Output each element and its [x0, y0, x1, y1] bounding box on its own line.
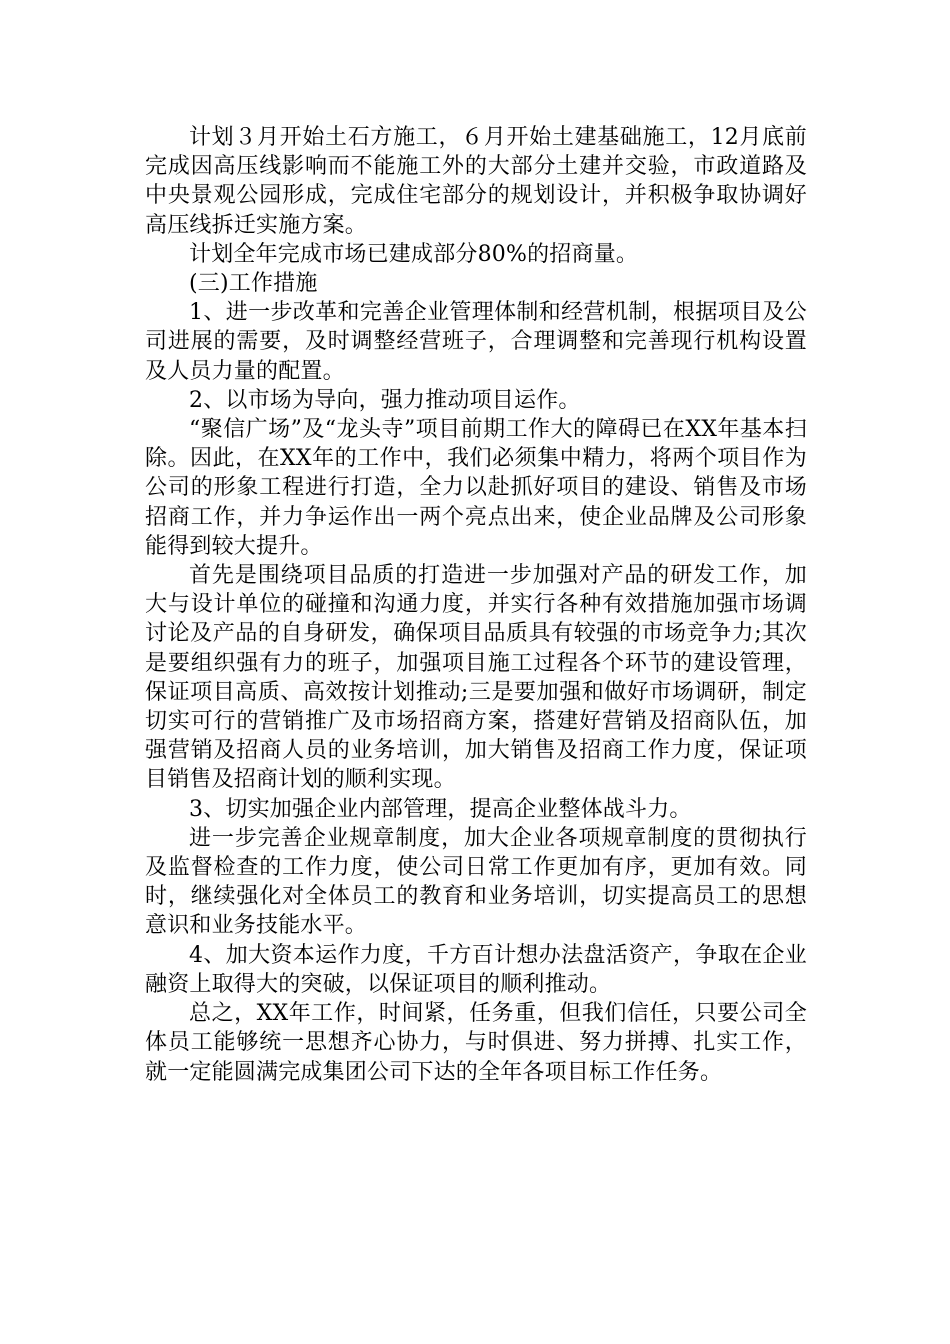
paragraph-internal-management: 进一步完善企业规章制度，加大企业各项规章制度的贯彻执行及监督检查的工作力度，使公司日常工作更加有序，更加有效。同时，继续强化对全体员工的教育和业务培训，切实提高员工的思想意识和业务技能水平。 [145, 825, 807, 939]
paragraph-measure-4: 4、加大资本运作力度，千方百计想办法盘活资产，争取在企业融资上取得大的突破，以保证项目的顺利推动。 [145, 942, 807, 997]
paragraph-projects: “聚信广场”及“龙头寺”项目前期工作大的障碍已在XX年基本扫除。因此，在XX年的工作中，我们必须集中精力，将两个项目作为公司的形象工程进行打造，全力以赴抓好项目的建设、销售及市场招商工作，并力争运作出一两个亮点出来，使企业品牌及公司形象能得到较大提升。 [145, 417, 807, 559]
paragraph-construction-plan: 计划３月开始土石方施工，６月开始土建基础施工，12月底前完成因高压线影响而不能施工外的大部分土建并交验，市政道路及中央景观公园形成，完成住宅部分的规划设计，并积极争取协调好高压线拆迁实施方案。 [145, 125, 807, 238]
paragraph-measure-1: 1、进一步改革和完善企业管理体制和经营机制，根据项目及公司进展的需要，及时调整经营班子，合理调整和完善现行机构设置及人员力量的配置。 [145, 300, 807, 384]
paragraph-measure-2: 2、以市场为导向，强力推动项目运作。 [189, 387, 581, 413]
paragraph-measure-3: 3、切实加强企业内部管理，提高企业整体战斗力。 [189, 796, 692, 822]
section-heading-measures: (三)工作措施 [189, 271, 318, 297]
document-body [145, 123, 807, 1087]
paragraph-leasing-target: 计划全年完成市场已建成部分80%的招商量。 [189, 241, 639, 267]
paragraph-conclusion: 总之，XX年工作，时间紧，任务重，但我们信任，只要公司全体员工能够统一思想齐心协力，与时俱进、努力拼搏、扎实工作，就一定能圆满完成集团公司下达的全年各项目标工作任务。 [145, 1001, 807, 1085]
paragraph-quality-marketing: 首先是围绕项目品质的打造进一步加强对产品的研发工作，加大与设计单位的碰撞和沟通力度，并实行各种有效措施加强市场调讨论及产品的自身研发，确保项目品质具有较强的市场竞争力;其次是要组织强有力的班子，加强项目施工过程各个环节的建设管理，保证项目高质、高效按计划推动;三是要加强和做好市场调研，制定切实可行的营销推广及市场招商方案，搭建好营销及招商队伍，加强营销及招商人员的业务培训，加大销售及招商工作力度，保证项目销售及招商计划的顺利实现。 [145, 563, 807, 793]
